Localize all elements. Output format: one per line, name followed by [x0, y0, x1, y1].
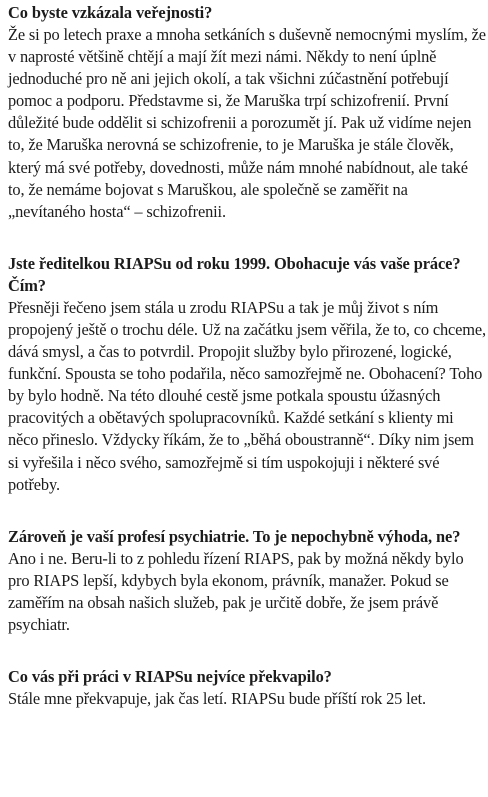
- answer-paragraph: Přesněji řečeno jsem stála u zrodu RIAPSu a tak je můj život s ním propojený ještě o trochu déle. Už na začátku jsem věřila, že to, co chceme, dává smysl, a čas to potvrdil. Propojit služby bylo přirozené, logické, funkční. Spousta se toho podařila, něco samozřejmě ne. Obohacení? Toho by bylo hodně. Na této dlouhé cestě jsme potkala spoustu úžasných pracovitých a obětavých spolupracovníků. Každé setkání s klienty mi něco přineslo. Vždycky říkám, že to „běhá oboustranně“. Díky nim jsem si vyřešila i něco svého, samozřejmě si tím uspokojuji i některé své potřeby.: [8, 297, 486, 494]
- interview-section-2: [8, 253, 486, 496]
- section-spacer: [8, 636, 486, 666]
- interview-article: [8, 2, 486, 710]
- section-spacer: [8, 223, 486, 253]
- question-heading: Zároveň je vaší profesí psychiatrie. To je nepochybně výhoda, ne?: [8, 526, 461, 546]
- question-heading: Co vás při práci v RIAPSu nejvíce překvapilo?: [8, 667, 332, 687]
- interview-section-1: [8, 2, 486, 223]
- question-heading: Jste ředitelkou RIAPSu od roku 1999. Obohacuje vás vaše práce? Čím?: [8, 253, 461, 295]
- interview-section-4: [8, 666, 486, 710]
- answer-paragraph: Stále mne překvapuje, jak čas letí. RIAPSu bude příští rok 25 let.: [8, 689, 426, 709]
- interview-section-3: [8, 526, 486, 636]
- section-spacer: [8, 496, 486, 526]
- answer-paragraph: Že si po letech praxe a mnoha setkáních s duševně nemocnými myslím, že v naprosté většině chtějí a mají žít mezi námi. Někdy to není úplně jednoduché pro ně ani jejich okolí, a tak všichni zúčastnění potřebují pomoc a podporu. Představme si, že Maruška trpí schizofrenií. První důležité bude oddělit si schizofrenii a porozumět jí. Pak už vidíme nejen to, že Maruška nerovná se schizofrenie, to je Maruška je stále člověk, který má své potřeby, dovednosti, může nám mnohé nabídnout, ale také to, že nemáme bojovat s Maruškou, ale společně se zaměřit na „nevítaného hosta“ – schizofrenii.: [8, 25, 486, 221]
- question-heading: Co byste vzkázala veřejnosti?: [8, 3, 213, 22]
- answer-paragraph: Ano i ne. Beru-li to z pohledu řízení RIAPS, pak by možná někdy bylo pro RIAPS lepší, kdybych byla ekonom, právník, manažer. Pokud se zaměřím na obsah našich služeb, pak je určitě dobře, že jsem právě psychiatr.: [8, 548, 464, 634]
